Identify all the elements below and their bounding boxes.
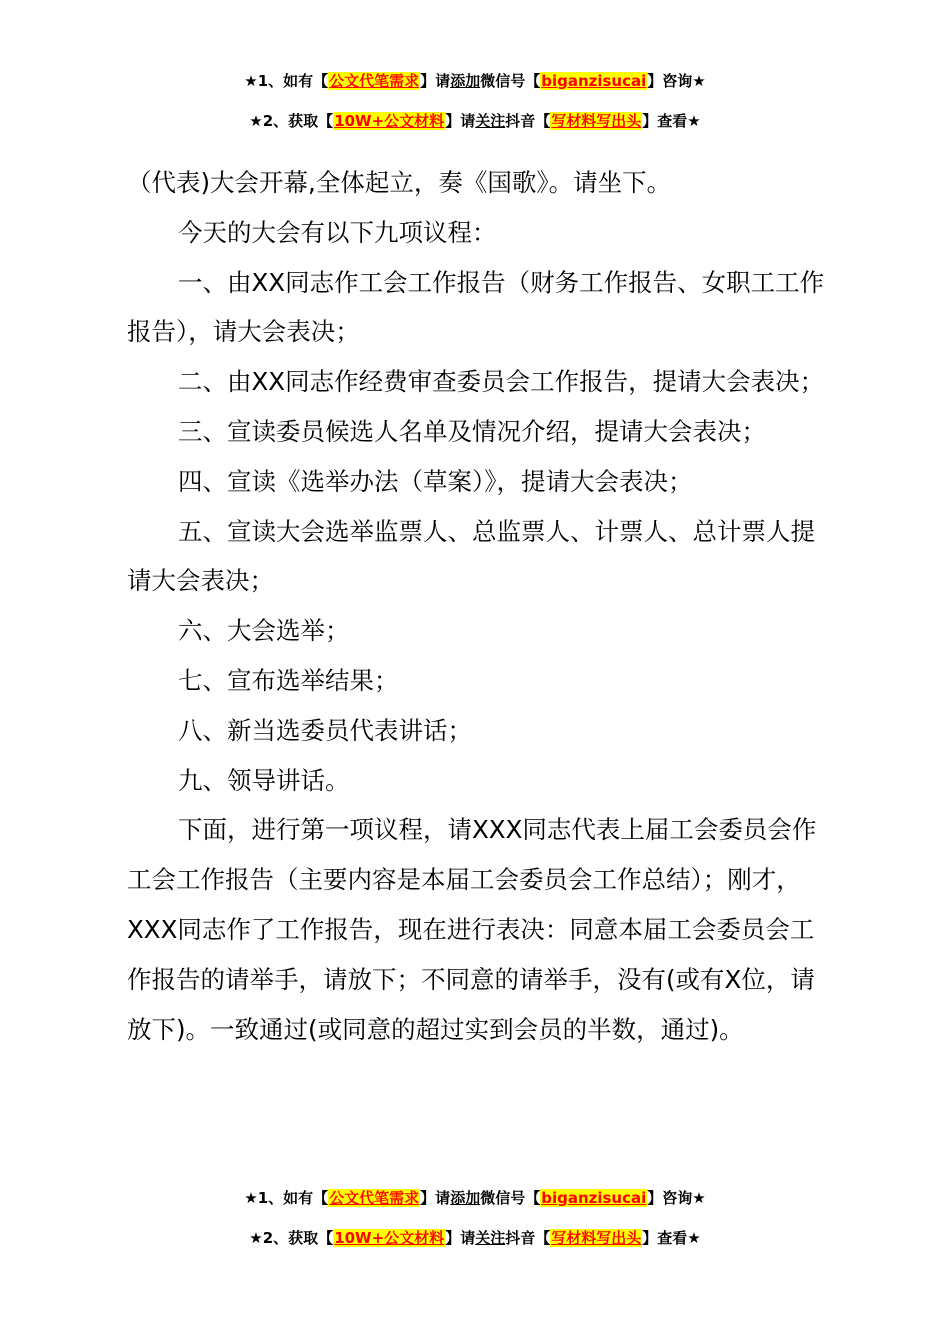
banner-text: 】请 xyxy=(445,1229,476,1247)
banner-text: 】咨询★ xyxy=(647,1189,706,1207)
banner-text: 】请 xyxy=(445,112,476,130)
banner-text: 抖音【 xyxy=(505,112,551,130)
highlight-writing-service: 公文代笔需求 xyxy=(329,1189,420,1207)
underlined-follow: 关注 xyxy=(475,112,506,130)
highlight-douyin-account: 写材料写出头 xyxy=(551,1229,642,1247)
banner-text: 】查看★ xyxy=(642,112,701,130)
paragraph-opening: （代表)大会开幕,全体起立，奏《国歌》。请坐下。 xyxy=(127,168,672,197)
agenda-item-3: 三、宣读委员候选人名单及情况介绍，提请大会表决； xyxy=(178,416,766,446)
agenda-item-2: 二、由XX同志作经费审查委员会工作报告，提请大会表决； xyxy=(178,367,825,397)
paragraph-agenda-intro: 今天的大会有以下九项议程： xyxy=(178,217,497,247)
highlight-materials: 10W+公文材料 xyxy=(334,112,445,130)
top-banner-line-1 xyxy=(0,70,950,92)
highlight-douyin-account: 写材料写出头 xyxy=(551,112,642,130)
agenda-item-8: 八、新当选委员代表讲话； xyxy=(178,715,472,745)
highlight-wechat-id: biganzisucai xyxy=(541,72,647,90)
highlight-writing-service: 公文代笔需求 xyxy=(329,72,420,90)
agenda-item-6: 六、大会选举； xyxy=(178,616,350,646)
agenda-item-1: 一、由XX同志作工会工作报告（财务工作报告、女职工工作报告），请大会表决； xyxy=(127,267,825,347)
banner-text: 】咨询★ xyxy=(647,72,706,90)
banner-text: 】查看★ xyxy=(642,1229,701,1247)
bottom-banner-line-2 xyxy=(0,1227,950,1249)
banner-text: 抖音【 xyxy=(505,1229,551,1247)
banner-text: ★1、如有【 xyxy=(244,1189,329,1207)
banner-text: ★2、获取【 xyxy=(249,1229,334,1247)
banner-text: 微信号【 xyxy=(480,1189,541,1207)
banner-text: 微信号【 xyxy=(480,72,541,90)
document-body xyxy=(127,158,827,1054)
highlight-wechat-id: biganzisucai xyxy=(541,1189,647,1207)
underlined-add: 添加 xyxy=(450,1189,481,1207)
agenda-item-4: 四、宣读《选举办法（草案）》，提请大会表决； xyxy=(178,466,693,496)
top-banner-line-2 xyxy=(0,110,950,132)
paragraph-first-agenda-proceedings: 下面，进行第一项议程，请XXX同志代表上届工会委员会作工会工作报告（主要内容是本届工会委员会工作总结）；刚才，XXX同志作了工作报告，现在进行表决：同意本届工会委员会工作报告的请举手，请放下；不同意的请举手，没有(或有X位，请放下)。一致通过(或同意的超过实到会员的半数，通过)。 xyxy=(127,815,817,1044)
agenda-item-5: 五、宣读大会选举监票人、总监票人、计票人、总计票人提请大会表决； xyxy=(127,516,815,596)
highlight-materials: 10W+公文材料 xyxy=(334,1229,445,1247)
agenda-item-9: 九、领导讲话。 xyxy=(178,765,350,795)
agenda-item-7: 七、宣布选举结果； xyxy=(178,665,399,695)
banner-text: ★2、获取【 xyxy=(249,112,334,130)
banner-text: 】请 xyxy=(420,72,451,90)
banner-text: ★1、如有【 xyxy=(244,72,329,90)
underlined-add: 添加 xyxy=(450,72,481,90)
bottom-banner-line-1 xyxy=(0,1187,950,1209)
underlined-follow: 关注 xyxy=(475,1229,506,1247)
banner-text: 】请 xyxy=(420,1189,451,1207)
